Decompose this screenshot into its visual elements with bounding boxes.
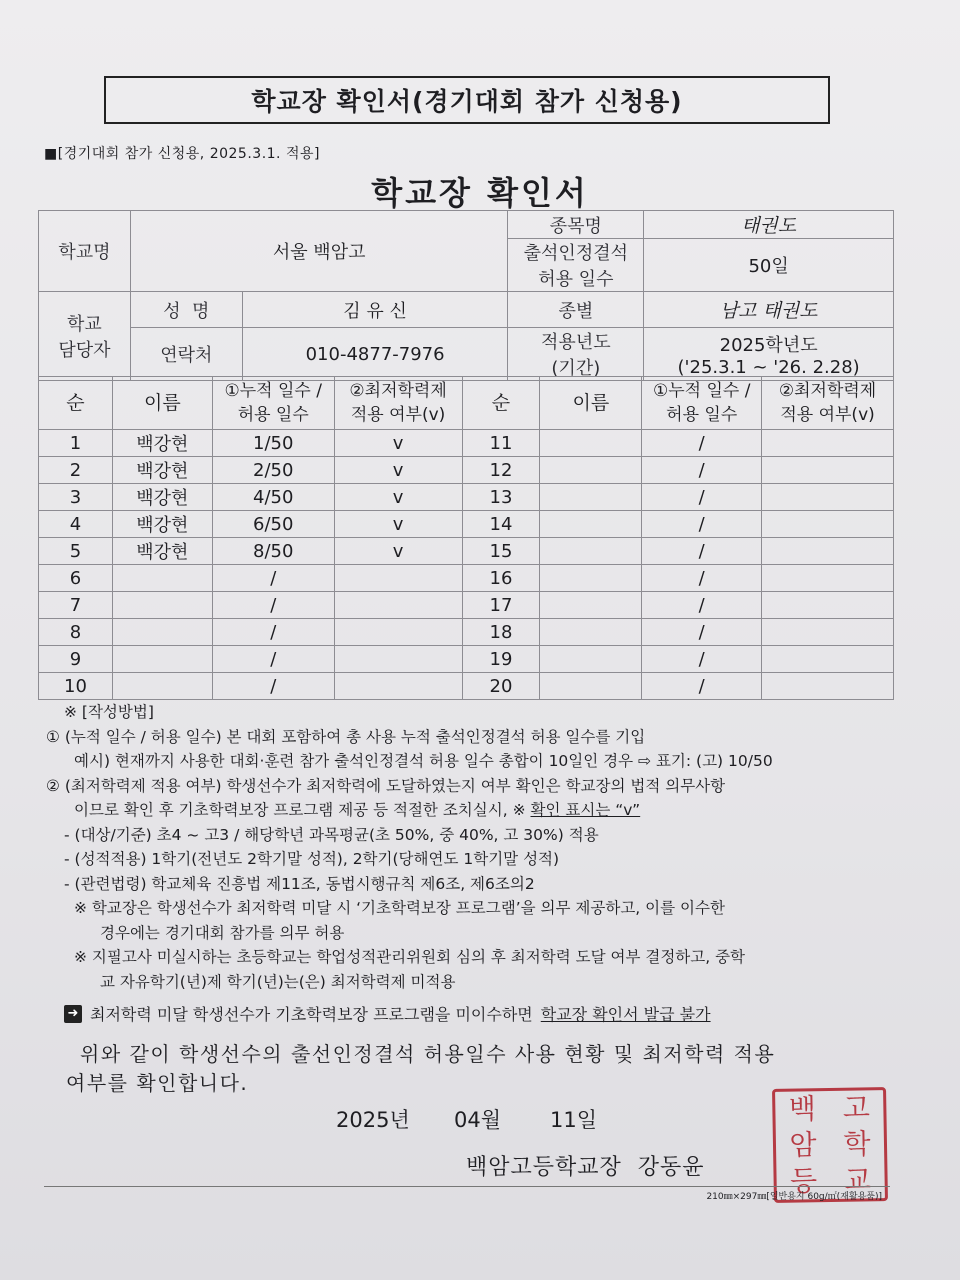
form-note: ■[경기대회 참가 신청용, 2025.3.1. 적용] bbox=[44, 146, 320, 162]
table-row bbox=[39, 457, 894, 484]
col-header-days-2 bbox=[642, 377, 762, 430]
principal-signature: 백암고등학교장 강동윤 bbox=[466, 1155, 705, 1180]
col-header-minimum-line1: ②최저학력제 bbox=[349, 381, 447, 401]
warning-text: 최저학력 미달 학생선수가 기초학력보장 프로그램을 미이수하면 bbox=[90, 1005, 533, 1024]
allowed-days-label-line1: 출석인정결석 bbox=[523, 243, 628, 264]
row-days-2: / bbox=[642, 484, 762, 511]
row-name bbox=[112, 619, 212, 646]
row-days-2: / bbox=[642, 592, 762, 619]
row-minimum-2 bbox=[762, 457, 894, 484]
row-minimum-2 bbox=[762, 538, 894, 565]
row-no-2: 19 bbox=[462, 646, 540, 673]
instructions-heading: ※ [작성방법] bbox=[64, 703, 154, 721]
row-minimum: v bbox=[334, 511, 462, 538]
warning-underlined: 학교장 확인서 발급 불가 bbox=[540, 1005, 711, 1024]
note-1: ※ 학교장은 학생선수가 최저학력 미달 시 ‘기초학력보장 프로그램’을 의무 제공하고, 이를 이수한 bbox=[74, 899, 725, 917]
sport-value: 태권도 bbox=[644, 211, 894, 239]
col-header-minimum-2 bbox=[762, 377, 894, 430]
row-no: 2 bbox=[39, 457, 113, 484]
row-days-2: / bbox=[642, 673, 762, 700]
table-row bbox=[39, 430, 894, 457]
row-minimum bbox=[334, 673, 462, 700]
boxed-title: 학교장 확인서(경기대회 참가 신청용) bbox=[104, 76, 830, 124]
detail-grades: - (성적적용) 1학기(전년도 2학기말 성적), 2학기(당해연도 1학기말 성적) bbox=[64, 850, 560, 868]
seal-char: 학 bbox=[843, 1127, 871, 1161]
row-days-2: / bbox=[642, 619, 762, 646]
detail-target: - (대상/기준) 초4 ~ 고3 / 해당학년 과목평균(초 50%, 중 40%, 고 30%) 적용 bbox=[64, 825, 599, 844]
note-2: ※ 지필고사 미실시하는 초등학교는 학업성적관리위원회 심의 후 최저학력 도달 여부 결정하고, 중학 bbox=[74, 948, 746, 966]
row-name bbox=[112, 565, 212, 592]
row-days-2: / bbox=[642, 538, 762, 565]
col-header-minimum-2-line2: 적용 여부(v) bbox=[780, 405, 875, 425]
row-name: 백강현 bbox=[112, 484, 212, 511]
row-name bbox=[112, 646, 212, 673]
row-no-2: 16 bbox=[462, 565, 540, 592]
row-days: 6/50 bbox=[212, 511, 334, 538]
col-header-days-line2: 허용 일수 bbox=[237, 405, 309, 425]
row-name: 백강현 bbox=[112, 511, 212, 538]
row-no: 9 bbox=[39, 646, 113, 673]
row-minimum: v bbox=[334, 430, 462, 457]
row-no: 3 bbox=[39, 484, 113, 511]
note-2-cont: 교 자유학기(년)제 학기(년)는(은) 최저학력제 미적용 bbox=[100, 972, 456, 991]
row-name-2 bbox=[540, 457, 642, 484]
seal-char: 암 bbox=[789, 1128, 817, 1162]
table-row bbox=[39, 565, 894, 592]
allowed-days-label bbox=[508, 239, 644, 292]
row-no-2: 11 bbox=[462, 430, 540, 457]
name-value: 김 유 신 bbox=[242, 292, 508, 328]
table-row bbox=[39, 673, 894, 700]
declaration-line2: 여부를 확인합니다. bbox=[66, 1071, 249, 1095]
col-header-days-2-line2: 허용 일수 bbox=[666, 405, 738, 425]
instruction-1: ① (누적 일수 / 허용 일수) 본 대회 포함하여 총 사용 누적 출석인정결석 허용 일수를 기입 bbox=[46, 727, 646, 746]
row-minimum: v bbox=[334, 538, 462, 565]
date-day: 11일 bbox=[550, 1108, 598, 1132]
attendance-table bbox=[38, 376, 894, 700]
school-value: 서울 백암고 bbox=[130, 211, 508, 292]
row-days: / bbox=[212, 592, 334, 619]
writing-instructions bbox=[46, 700, 896, 994]
warning-notice bbox=[64, 1002, 711, 1025]
row-minimum bbox=[334, 646, 462, 673]
row-no-2: 13 bbox=[462, 484, 540, 511]
row-days: 8/50 bbox=[212, 538, 334, 565]
col-header-minimum-2-line1: ②최저학력제 bbox=[778, 381, 877, 401]
row-days-2: / bbox=[642, 511, 762, 538]
paper-size-note: 210㎜×297㎜[일반용지 60g/㎡(재활용품)] bbox=[706, 1192, 882, 1202]
row-days: / bbox=[212, 673, 334, 700]
type-value: 남고 태권도 bbox=[644, 292, 894, 328]
row-no-2: 20 bbox=[462, 673, 540, 700]
row-no: 5 bbox=[39, 538, 113, 565]
info-table bbox=[38, 210, 894, 381]
col-header-minimum-line2: 적용 여부(v) bbox=[350, 405, 446, 425]
row-days-2: / bbox=[642, 646, 762, 673]
row-minimum-2 bbox=[762, 673, 894, 700]
table-row bbox=[39, 484, 894, 511]
row-days-2: / bbox=[642, 457, 762, 484]
seal-char: 등 bbox=[789, 1164, 818, 1198]
date-month: 04월 bbox=[454, 1108, 502, 1132]
row-minimum-2 bbox=[762, 592, 894, 619]
row-days: 2/50 bbox=[212, 457, 334, 484]
year-label bbox=[508, 328, 644, 381]
arrow-box-icon: ➜ bbox=[64, 1005, 82, 1023]
row-name bbox=[112, 592, 212, 619]
row-name-2 bbox=[540, 538, 642, 565]
contact-value: 010-4877-7976 bbox=[242, 328, 508, 381]
col-header-minimum bbox=[334, 377, 462, 430]
table-row bbox=[39, 538, 894, 565]
allowed-days-value: 50일 bbox=[644, 239, 894, 292]
school-label: 학교명 bbox=[39, 211, 131, 292]
page-title: 학교장 확인서 bbox=[371, 174, 589, 212]
row-days: 4/50 bbox=[212, 484, 334, 511]
year-label-line1: 적용년도 bbox=[541, 332, 611, 353]
row-minimum bbox=[334, 565, 462, 592]
seal-char: 백 bbox=[788, 1092, 817, 1126]
row-no-2: 17 bbox=[462, 592, 540, 619]
note-1-cont: 경우에는 경기대회 참가를 의무 허용 bbox=[100, 923, 345, 942]
row-no-2: 15 bbox=[462, 538, 540, 565]
col-header-no-2: 순 bbox=[462, 377, 540, 430]
seal-char: 교 bbox=[843, 1163, 872, 1197]
year-label-line2: (기간) bbox=[551, 358, 601, 379]
row-name-2 bbox=[540, 511, 642, 538]
row-minimum: v bbox=[334, 457, 462, 484]
row-days: 1/50 bbox=[212, 430, 334, 457]
row-no: 6 bbox=[39, 565, 113, 592]
seal-char: 고 bbox=[842, 1091, 871, 1125]
row-name: 백강현 bbox=[112, 430, 212, 457]
row-no-2: 14 bbox=[462, 511, 540, 538]
row-name-2 bbox=[540, 565, 642, 592]
declaration bbox=[66, 1040, 876, 1098]
col-header-days bbox=[212, 377, 334, 430]
table-row bbox=[39, 619, 894, 646]
sport-label: 종목명 bbox=[508, 211, 644, 239]
row-days-2: / bbox=[642, 430, 762, 457]
detail-law: - (관련법령) 학교체육 진흥법 제11조, 동법시행규칙 제6조, 제6조의2 bbox=[64, 874, 535, 893]
row-days: / bbox=[212, 646, 334, 673]
row-minimum-2 bbox=[762, 619, 894, 646]
table-row bbox=[39, 646, 894, 673]
instruction-2-cont-text: 이므로 확인 후 기초학력보장 프로그램 제공 등 적절한 조치실시, ※ bbox=[74, 801, 526, 819]
table-row bbox=[39, 511, 894, 538]
row-days: / bbox=[212, 619, 334, 646]
year-value-line2: ('25.3.1 ~ '26. 2.28) bbox=[677, 356, 860, 378]
row-name-2 bbox=[540, 592, 642, 619]
table-row bbox=[39, 592, 894, 619]
contact-label: 연락처 bbox=[130, 328, 242, 381]
row-no: 8 bbox=[39, 619, 113, 646]
row-no: 10 bbox=[39, 673, 113, 700]
col-header-days-2-line1: ①누적 일수 / bbox=[652, 381, 751, 401]
instruction-1-example: 예시) 현재까지 사용한 대회·훈련 참가 출석인정결석 허용 일수 총합이 10일인 경우 ⇨ 표기: (고) 10/50 bbox=[74, 752, 773, 770]
row-no: 4 bbox=[39, 511, 113, 538]
row-days: / bbox=[212, 565, 334, 592]
row-no: 1 bbox=[39, 430, 113, 457]
row-name-2 bbox=[540, 673, 642, 700]
row-name-2 bbox=[540, 484, 642, 511]
instruction-2-cont bbox=[46, 798, 896, 823]
instruction-2: ② (최저학력제 적용 여부) 학생선수가 최저학력에 도달하였는지 여부 확인은 학교장의 법적 의무사항 bbox=[46, 776, 726, 795]
table-header-row bbox=[39, 377, 894, 430]
year-value bbox=[644, 328, 894, 381]
row-name: 백강현 bbox=[112, 457, 212, 484]
row-minimum bbox=[334, 592, 462, 619]
row-minimum bbox=[334, 619, 462, 646]
col-header-no: 순 bbox=[39, 377, 113, 430]
instruction-2-mark: 확인 표시는 “v” bbox=[530, 801, 641, 819]
row-name-2 bbox=[540, 430, 642, 457]
col-header-days-line1: ①누적 일수 / bbox=[224, 381, 322, 401]
type-label: 종별 bbox=[508, 292, 644, 328]
row-minimum-2 bbox=[762, 484, 894, 511]
row-name-2 bbox=[540, 619, 642, 646]
row-minimum-2 bbox=[762, 511, 894, 538]
date-year: 2025년 bbox=[336, 1108, 410, 1132]
declaration-line1: 위와 같이 학생선수의 출선인정결석 허용일수 사용 현황 및 최저학력 적용 bbox=[80, 1042, 776, 1066]
staff-label-line2: 담당자 bbox=[58, 340, 111, 361]
issue-date bbox=[336, 1104, 597, 1134]
row-no-2: 18 bbox=[462, 619, 540, 646]
row-name bbox=[112, 673, 212, 700]
row-name: 백강현 bbox=[112, 538, 212, 565]
staff-label-line1: 학교 bbox=[67, 314, 102, 335]
row-minimum-2 bbox=[762, 565, 894, 592]
allowed-days-label-line2: 허용 일수 bbox=[538, 269, 614, 290]
row-name-2 bbox=[540, 646, 642, 673]
col-header-name: 이름 bbox=[112, 377, 212, 430]
row-no: 7 bbox=[39, 592, 113, 619]
name-label: 성 명 bbox=[130, 292, 242, 328]
year-value-line1: 2025학년도 bbox=[719, 334, 818, 356]
row-minimum-2 bbox=[762, 430, 894, 457]
footer-divider bbox=[44, 1186, 890, 1187]
col-header-name-2: 이름 bbox=[540, 377, 642, 430]
row-days-2: / bbox=[642, 565, 762, 592]
staff-label bbox=[39, 292, 131, 381]
row-no-2: 12 bbox=[462, 457, 540, 484]
row-minimum-2 bbox=[762, 646, 894, 673]
row-minimum: v bbox=[334, 484, 462, 511]
